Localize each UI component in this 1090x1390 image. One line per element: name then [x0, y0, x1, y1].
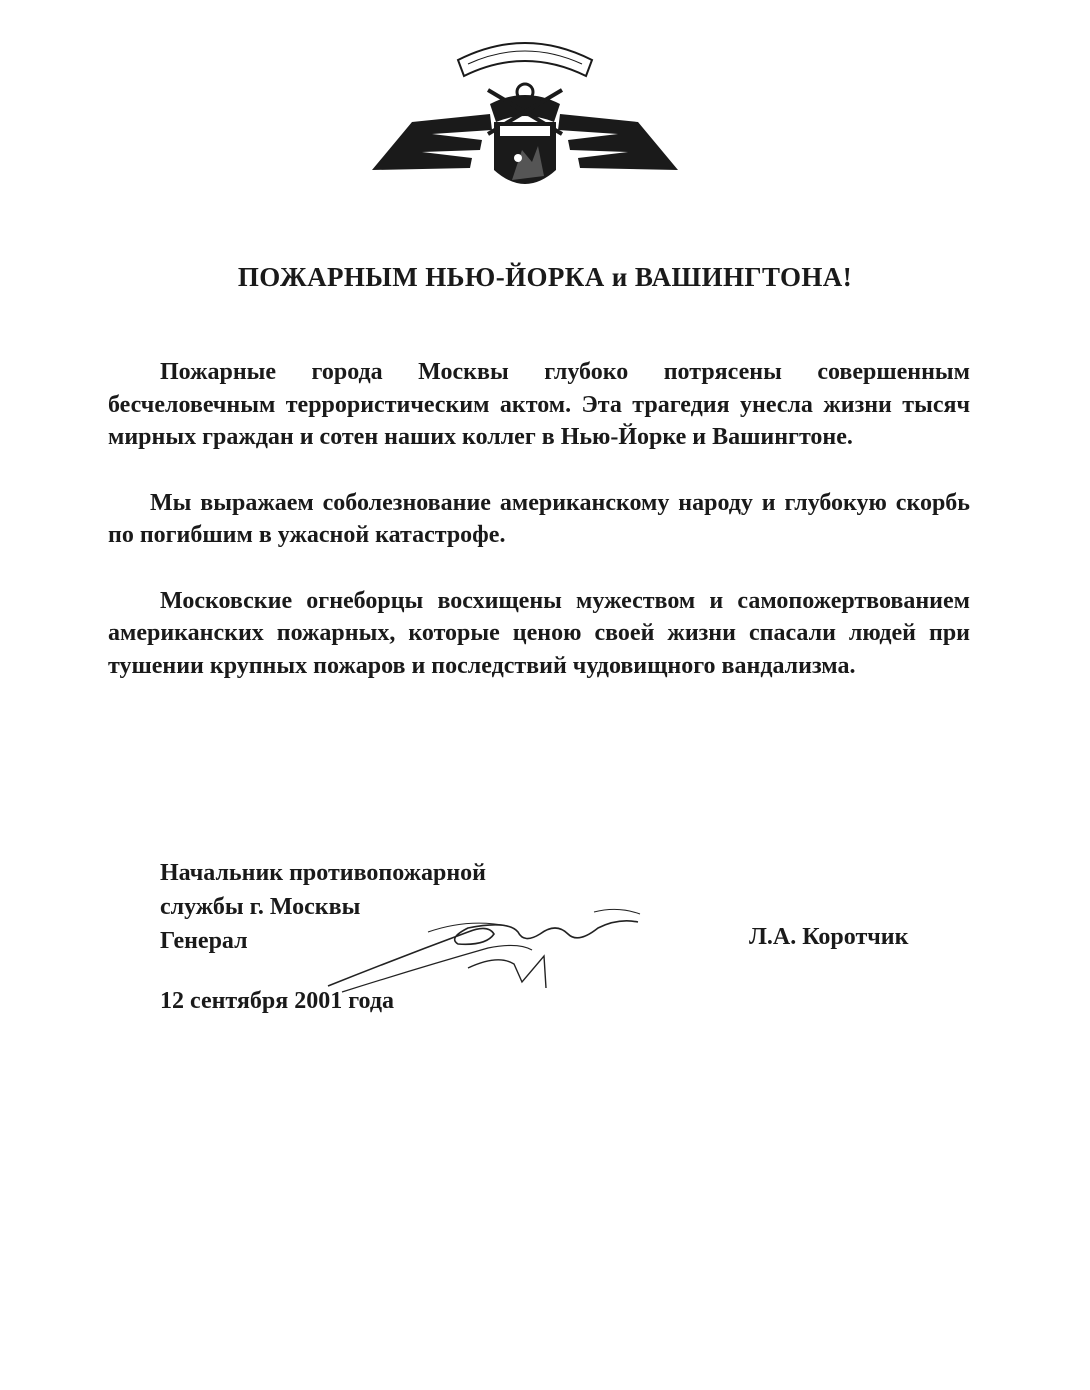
moscow-fire-service-emblem-icon [372, 30, 678, 200]
letter-body [108, 356, 970, 715]
signatory-department: службы г. Москвы [160, 894, 361, 920]
paragraph: Московские огнеборцы восхищены мужеством и самопожертвованием американских пожарных, которые ценою своей жизни спасали людей при тушении крупных пожаров и последствий чудовищного вандализма. [108, 587, 970, 679]
signatory-rank: Генерал [160, 928, 248, 954]
paragraph: Пожарные города Москвы глубоко потрясены совершенным бесчеловечным террористическим актом. Эта трагедия унесла жизни тысяч мирных граждан и сотен наших коллег в Нью-Йорке и Вашингтоне. [108, 359, 970, 450]
signatory-position: Начальник противопожарной [160, 860, 487, 886]
letter-date: 12 сентября 2001 года [160, 988, 394, 1014]
signatory-name: Л.А. Коротчик [749, 924, 909, 950]
paragraph: Мы выражаем соболезнование американскому народу и глубокую скорбь по погибшим в ужасной катастрофе. [108, 489, 970, 548]
letter-title: ПОЖАРНЫМ НЬЮ-ЙОРКА и ВАШИНГТОНА! [237, 262, 853, 292]
